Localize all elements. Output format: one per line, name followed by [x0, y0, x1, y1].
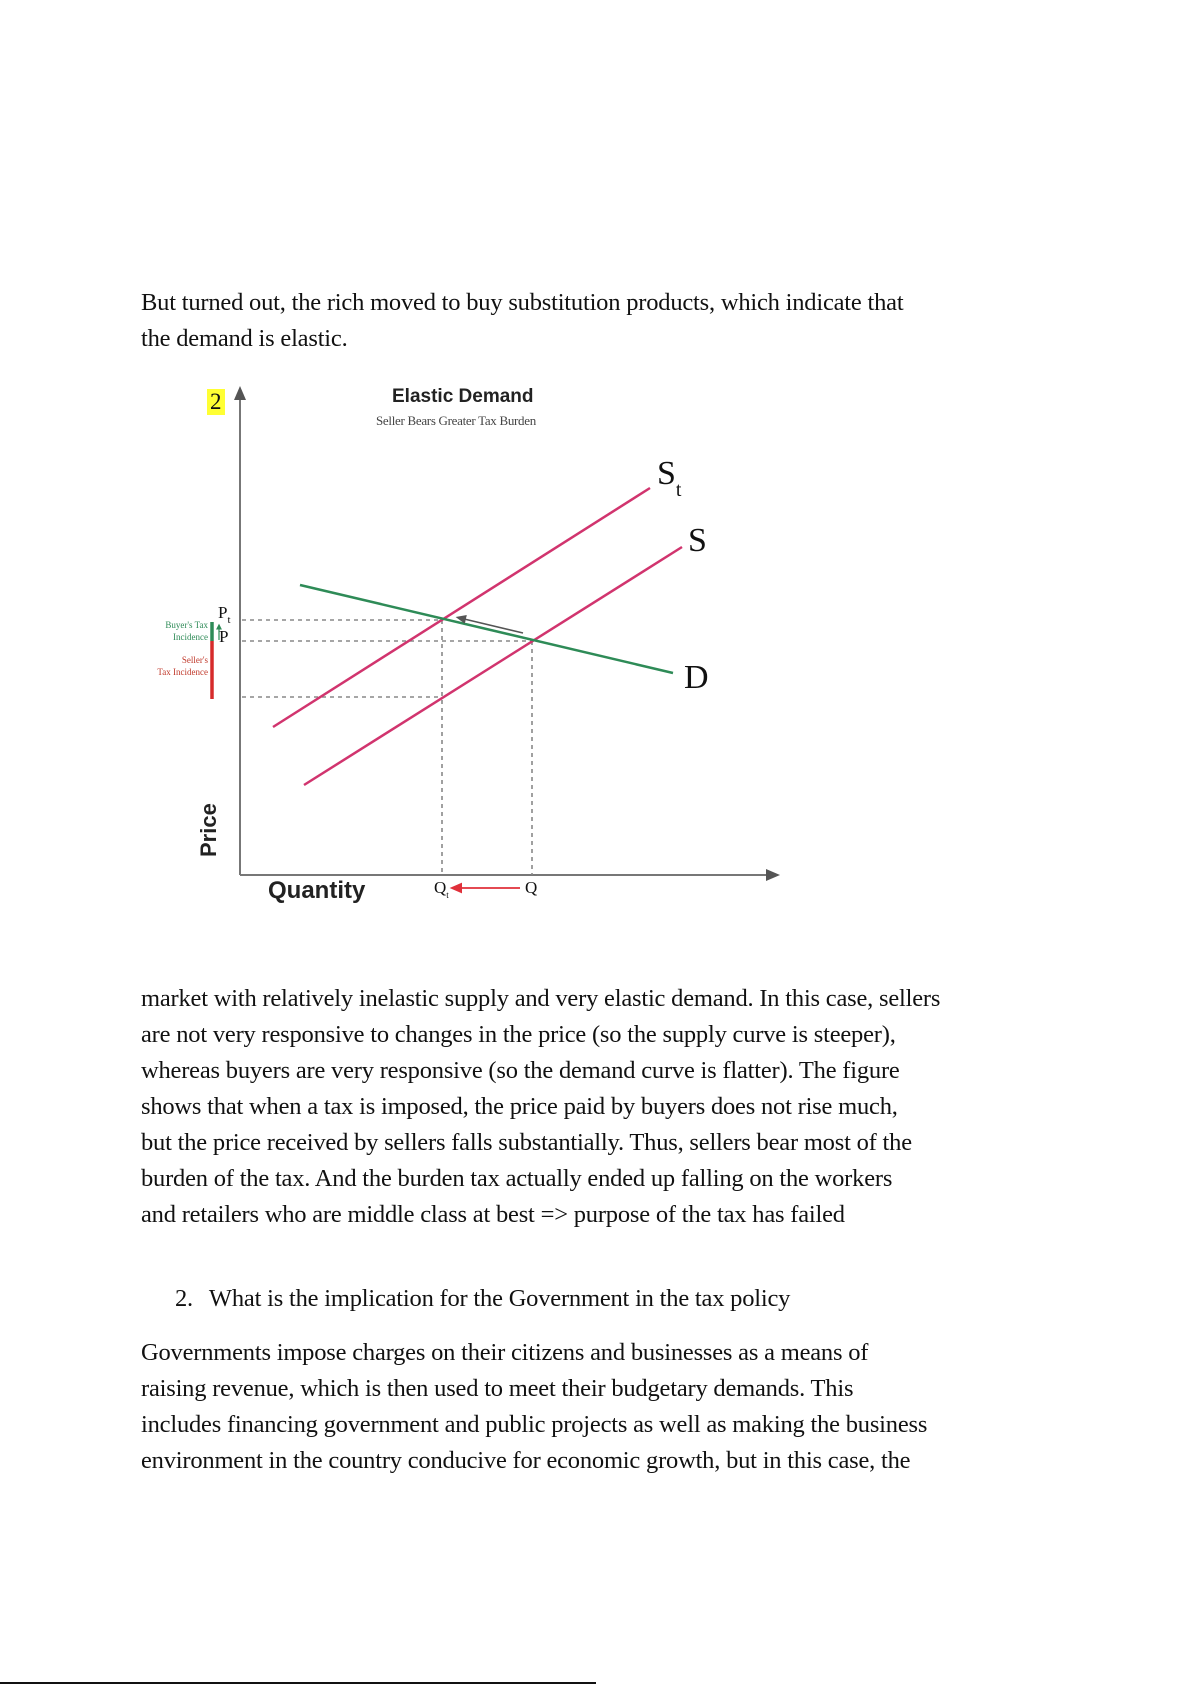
question-text: What is the implication for the Government in the tax policy [208, 1285, 791, 1312]
text-line: but the price received by sellers falls substantially. Thus, sellers bear most of the [141, 1129, 912, 1156]
supply-with-tax-label: $S_t$ [657, 455, 682, 501]
text-line: shows that when a tax is imposed, the price paid by buyers does not rise much, [141, 1093, 898, 1120]
quantity-label: Q [525, 878, 538, 897]
sellers-tax-incidence-label: Seller's Tax Incidence [157, 655, 208, 677]
text-line: and retailers who are middle class at best => purpose of the tax has failed [141, 1201, 845, 1228]
quantity-with-tax-label: $Q_t$ [434, 878, 449, 900]
question-heading [175, 1281, 790, 1317]
supply-with-tax-curve [273, 488, 650, 727]
text-line: Governments impose charges on their citizens and businesses as a means of [141, 1339, 869, 1366]
text-line: the demand is elastic. [141, 325, 348, 352]
y-axis-title: Price [196, 803, 221, 857]
government-paragraph [141, 1335, 927, 1479]
chart-subtitle: Seller Bears Greater Tax Burden [376, 413, 536, 428]
text-line: But turned out, the rich moved to buy substitution products, which indicate that [141, 289, 904, 316]
buyers-tax-incidence-label: Buyer's Tax Incidence [165, 620, 208, 642]
price-label: P [219, 627, 229, 646]
text-line: whereas buyers are very responsive (so the demand curve is flatter). The figure [141, 1057, 900, 1084]
supply-curve [304, 547, 682, 785]
explanation-paragraph [141, 981, 940, 1233]
price-with-tax-label: $P_t$ [218, 603, 231, 626]
supply-label: S [688, 522, 707, 559]
text-line: are not very responsive to changes in the price (so the supply curve is steeper), [141, 1021, 896, 1048]
chart-title: Elastic Demand [392, 386, 534, 407]
question-number: 2. [175, 1285, 193, 1312]
guide-lines [242, 620, 532, 875]
demand-curve [300, 585, 673, 673]
text-line: raising revenue, which is then used to meet their budgetary demands. This [141, 1375, 854, 1402]
text-line: includes financing government and public projects as well as making the business [141, 1411, 928, 1438]
text-line: burden of the tax. And the burden tax actually ended up falling on the workers [141, 1165, 893, 1192]
text-line: market with relatively inelastic supply and very elastic demand. In this case, sellers [141, 985, 941, 1012]
text-line: environment in the country conducive for economic growth, but in this case, the [141, 1447, 911, 1474]
demand-label: D [684, 659, 709, 696]
figure-number-badge: 2 [207, 389, 225, 415]
x-axis-title: Quantity [268, 877, 366, 904]
footnote-separator [0, 1682, 596, 1684]
